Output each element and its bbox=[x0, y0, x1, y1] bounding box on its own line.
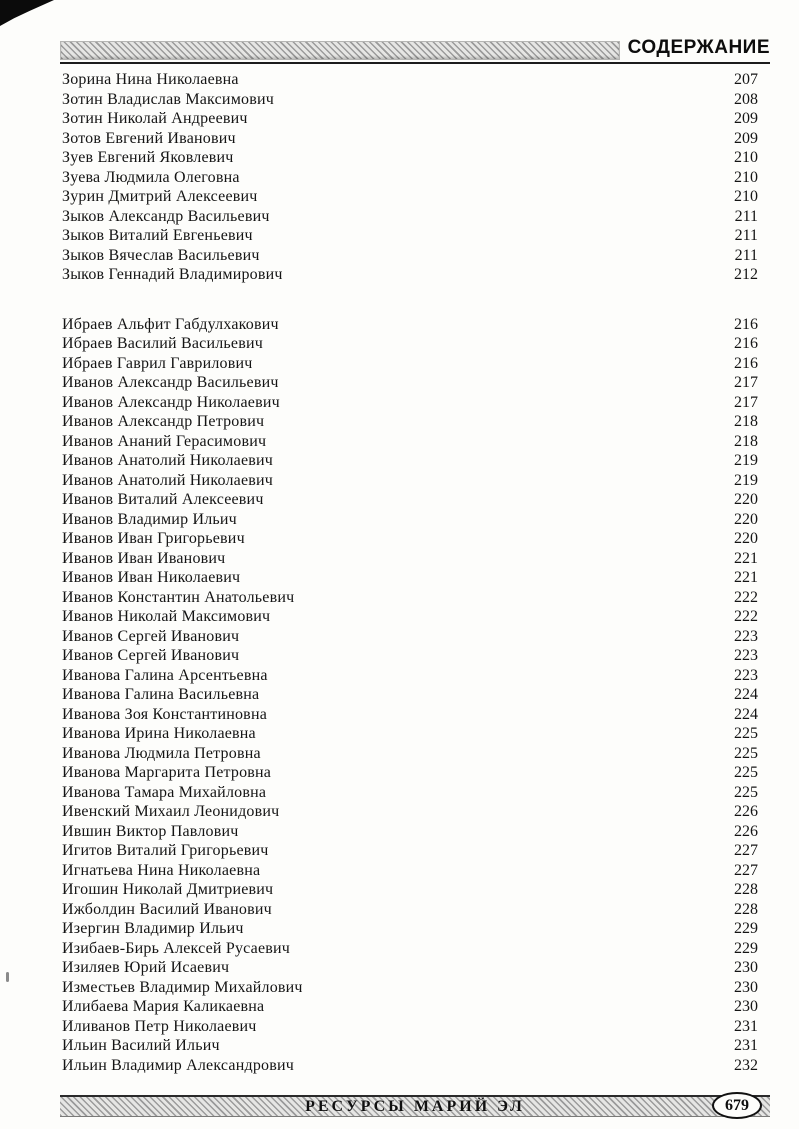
toc-entry-page: 209 bbox=[734, 129, 758, 147]
toc-entry-page: 225 bbox=[734, 725, 758, 742]
toc-entry-name: Иванова Зоя Константиновна bbox=[62, 705, 268, 723]
toc-entry bbox=[62, 919, 758, 939]
toc-entry bbox=[62, 432, 758, 452]
toc-entry-name: Зуева Людмила Олеговна bbox=[62, 168, 240, 186]
toc-entry-page: 208 bbox=[734, 90, 758, 108]
toc-entry-name: Иванов Сергей Иванович bbox=[62, 627, 240, 645]
toc-entry-name: Иванов Виталий Алексеевич bbox=[62, 491, 264, 508]
page-header bbox=[60, 38, 770, 64]
toc-entry-name: Зотин Владислав Максимович bbox=[62, 90, 274, 108]
footer-title: РЕСУРСЫ МАРИЙ ЭЛ bbox=[305, 1097, 525, 1115]
toc-entry-page: 229 bbox=[734, 920, 758, 937]
toc-entry-name: Зотин Николай Андреевич bbox=[62, 110, 248, 127]
toc-entry bbox=[62, 802, 758, 822]
toc-entry bbox=[62, 510, 758, 530]
toc-entry-name: Иванов Владимир Ильич bbox=[62, 510, 237, 528]
toc-entry-name: Изиляев Юрий Исаевич bbox=[62, 959, 230, 976]
toc-entry bbox=[62, 148, 758, 168]
toc-entry-page: 211 bbox=[734, 246, 758, 264]
toc-entry-page: 230 bbox=[734, 978, 758, 996]
page-curl-artifact bbox=[0, 0, 54, 26]
toc-entry-page: 228 bbox=[734, 881, 758, 898]
toc-entry-name: Зуев Евгений Яковлевич bbox=[62, 149, 234, 166]
toc-entry bbox=[62, 861, 758, 881]
toc-entry-page: 219 bbox=[734, 471, 758, 489]
toc-entry-name: Иванов Александр Николаевич bbox=[62, 393, 280, 411]
toc-entry bbox=[62, 1017, 758, 1037]
toc-entry bbox=[62, 354, 758, 374]
toc-entry bbox=[62, 529, 758, 549]
toc-entry bbox=[62, 129, 758, 149]
toc-entry-name: Иванов Ананий Герасимович bbox=[62, 432, 267, 450]
toc-entry-name: Иванов Анатолий Николаевич bbox=[62, 452, 274, 469]
toc-entry-name: Илибаева Мария Каликаевна bbox=[62, 998, 265, 1015]
page-title: СОДЕРЖАНИЕ bbox=[627, 37, 770, 58]
toc-entry bbox=[62, 744, 758, 764]
toc-entry-page: 216 bbox=[734, 354, 758, 372]
toc-entry-name: Иванова Людмила Петровна bbox=[62, 744, 261, 762]
toc-entry-name: Игошин Николай Дмитриевич bbox=[62, 881, 274, 898]
toc-entry-name: Иванова Галина Арсентьевна bbox=[62, 666, 268, 684]
toc-entry-page: 228 bbox=[734, 900, 758, 918]
toc-entry-name: Иванов Константин Анатольевич bbox=[62, 588, 295, 606]
toc-entry-name: Иванов Иван Григорьевич bbox=[62, 530, 245, 547]
toc-entry-page: 227 bbox=[734, 861, 758, 879]
toc-entry bbox=[62, 841, 758, 861]
toc-entry bbox=[62, 900, 758, 920]
toc-entry-page: 225 bbox=[734, 783, 758, 801]
toc-entry-page: 217 bbox=[734, 374, 758, 391]
toc-entry-name: Иванов Иван Николаевич bbox=[62, 569, 241, 586]
toc-entry-name: Изергин Владимир Ильич bbox=[62, 920, 244, 937]
toc-entry bbox=[62, 393, 758, 413]
toc-entry-page: 210 bbox=[734, 168, 758, 186]
toc-entry-page: 220 bbox=[734, 510, 758, 528]
toc-entry bbox=[62, 168, 758, 188]
toc-entry-name: Зорина Нина Николаевна bbox=[62, 71, 239, 88]
toc-entry-page: 218 bbox=[734, 432, 758, 450]
toc-entry-name: Ильин Василий Ильич bbox=[62, 1037, 220, 1054]
toc-entry-name: Игитов Виталий Григорьевич bbox=[62, 842, 269, 859]
toc-entry bbox=[62, 315, 758, 335]
toc-entry-name: Иванова Ирина Николаевна bbox=[62, 725, 256, 742]
toc-entry bbox=[62, 1056, 758, 1076]
toc-entry bbox=[62, 451, 758, 471]
toc-entry bbox=[62, 549, 758, 569]
toc-entry-page: 229 bbox=[734, 939, 758, 957]
toc-entry bbox=[62, 90, 758, 110]
page-number: 679 bbox=[725, 1096, 749, 1114]
toc-entry bbox=[62, 607, 758, 627]
toc-entry bbox=[62, 471, 758, 491]
toc-entry-name: Иливанов Петр Николаевич bbox=[62, 1017, 257, 1035]
toc-entry bbox=[62, 1036, 758, 1056]
toc-entry-page: 211 bbox=[734, 227, 758, 244]
toc-entry bbox=[62, 627, 758, 647]
toc-entry-name: Зыков Александр Васильевич bbox=[62, 207, 270, 225]
toc-list bbox=[62, 70, 758, 1075]
toc-entry-name: Иванов Иван Иванович bbox=[62, 549, 226, 567]
toc-entry bbox=[62, 246, 758, 266]
toc-entry-page: 220 bbox=[734, 530, 758, 547]
toc-entry bbox=[62, 373, 758, 393]
toc-entry-page: 223 bbox=[734, 647, 758, 664]
toc-entry-page: 216 bbox=[734, 335, 758, 352]
toc-entry bbox=[62, 783, 758, 803]
toc-entry-name: Ившин Виктор Павлович bbox=[62, 822, 239, 840]
toc-entry bbox=[62, 187, 758, 207]
toc-entry-name: Ибраев Василий Васильевич bbox=[62, 335, 263, 352]
toc-entry-page: 219 bbox=[734, 452, 758, 469]
toc-entry bbox=[62, 978, 758, 998]
toc-entry-name: Зыков Виталий Евгеньевич bbox=[62, 227, 253, 244]
toc-entry bbox=[62, 226, 758, 246]
toc-entry-page: 231 bbox=[734, 1037, 758, 1054]
toc-entry-page: 223 bbox=[734, 666, 758, 684]
scan-edge-mark bbox=[6, 972, 9, 982]
toc-entry-page: 207 bbox=[734, 71, 758, 88]
toc-entry-name: Ижболдин Василий Иванович bbox=[62, 900, 272, 918]
toc-entry-page: 216 bbox=[734, 315, 758, 333]
toc-entry-name: Изибаев-Бирь Алексей Русаевич bbox=[62, 939, 291, 957]
toc-entry-page: 231 bbox=[734, 1017, 758, 1035]
toc-entry bbox=[62, 997, 758, 1017]
toc-entry bbox=[62, 646, 758, 666]
toc-entry-name: Ибраев Гаврил Гаврилович bbox=[62, 354, 253, 372]
toc-entry-name: Игнатьева Нина Николаевна bbox=[62, 861, 261, 879]
toc-entry bbox=[62, 705, 758, 725]
toc-entry bbox=[62, 724, 758, 744]
toc-group bbox=[62, 70, 758, 285]
toc-entry-name: Зыков Геннадий Владимирович bbox=[62, 266, 283, 283]
toc-entry bbox=[62, 822, 758, 842]
toc-entry-page: 230 bbox=[734, 959, 758, 976]
toc-entry-page: 222 bbox=[734, 588, 758, 606]
toc-entry-name: Ибраев Альфит Габдулхакович bbox=[62, 315, 279, 333]
toc-entry-page: 227 bbox=[734, 842, 758, 859]
toc-entry-page: 225 bbox=[734, 764, 758, 781]
toc-entry bbox=[62, 109, 758, 129]
footer-hatch-bar bbox=[60, 1095, 770, 1117]
toc-entry-page: 230 bbox=[734, 998, 758, 1015]
toc-entry bbox=[62, 763, 758, 783]
toc-entry-page: 225 bbox=[734, 744, 758, 762]
toc-entry-page: 221 bbox=[734, 549, 758, 567]
toc-entry-name: Зотов Евгений Иванович bbox=[62, 129, 236, 147]
toc-entry-name: Иванова Маргарита Петровна bbox=[62, 764, 272, 781]
toc-entry-page: 223 bbox=[734, 627, 758, 645]
toc-entry-page: 224 bbox=[734, 686, 758, 703]
toc-entry-name: Зыков Вячеслав Васильевич bbox=[62, 246, 260, 264]
toc-entry bbox=[62, 490, 758, 510]
toc-entry-page: 224 bbox=[734, 705, 758, 723]
toc-entry-page: 226 bbox=[734, 803, 758, 820]
toc-entry bbox=[62, 939, 758, 959]
toc-entry bbox=[62, 207, 758, 227]
toc-entry-page: 222 bbox=[734, 608, 758, 625]
toc-entry-name: Иванов Александр Петрович bbox=[62, 413, 265, 430]
page-number-badge bbox=[712, 1092, 762, 1119]
toc-entry bbox=[62, 958, 758, 978]
toc-entry-page: 220 bbox=[734, 491, 758, 508]
toc-entry-name: Иванова Галина Васильевна bbox=[62, 686, 260, 703]
toc-entry-page: 209 bbox=[734, 110, 758, 127]
toc-entry-name: Иванов Сергей Иванович bbox=[62, 647, 240, 664]
toc-entry-name: Зурин Дмитрий Алексеевич bbox=[62, 188, 258, 205]
toc-entry bbox=[62, 70, 758, 90]
toc-entry-name: Ильин Владимир Александрович bbox=[62, 1056, 294, 1074]
toc-entry-page: 217 bbox=[734, 393, 758, 411]
toc-entry-name: Иванов Анатолий Николаевич bbox=[62, 471, 274, 489]
toc-entry-page: 210 bbox=[734, 149, 758, 166]
toc-entry-page: 226 bbox=[734, 822, 758, 840]
toc-entry-name: Изместьев Владимир Михайлович bbox=[62, 978, 303, 996]
page-footer bbox=[60, 1092, 770, 1120]
toc-entry-page: 211 bbox=[734, 207, 758, 225]
toc-entry bbox=[62, 666, 758, 686]
toc-entry-page: 221 bbox=[734, 569, 758, 586]
toc-entry-page: 218 bbox=[734, 413, 758, 430]
toc-entry-name: Иванов Николай Максимович bbox=[62, 608, 271, 625]
toc-entry bbox=[62, 588, 758, 608]
toc-entry bbox=[62, 685, 758, 705]
toc-entry-page: 210 bbox=[734, 188, 758, 205]
toc-entry bbox=[62, 568, 758, 588]
toc-entry-page: 212 bbox=[734, 266, 758, 283]
header-hatch-bar bbox=[60, 41, 620, 60]
toc-entry-name: Иванова Тамара Михайловна bbox=[62, 783, 267, 801]
toc-entry bbox=[62, 334, 758, 354]
toc-entry bbox=[62, 880, 758, 900]
toc-entry-name: Ивенский Михаил Леонидович bbox=[62, 803, 280, 820]
toc-entry bbox=[62, 412, 758, 432]
toc-entry-name: Иванов Александр Васильевич bbox=[62, 374, 279, 391]
toc-group bbox=[62, 315, 758, 1076]
toc-entry-page: 232 bbox=[734, 1056, 758, 1074]
toc-entry bbox=[62, 265, 758, 285]
